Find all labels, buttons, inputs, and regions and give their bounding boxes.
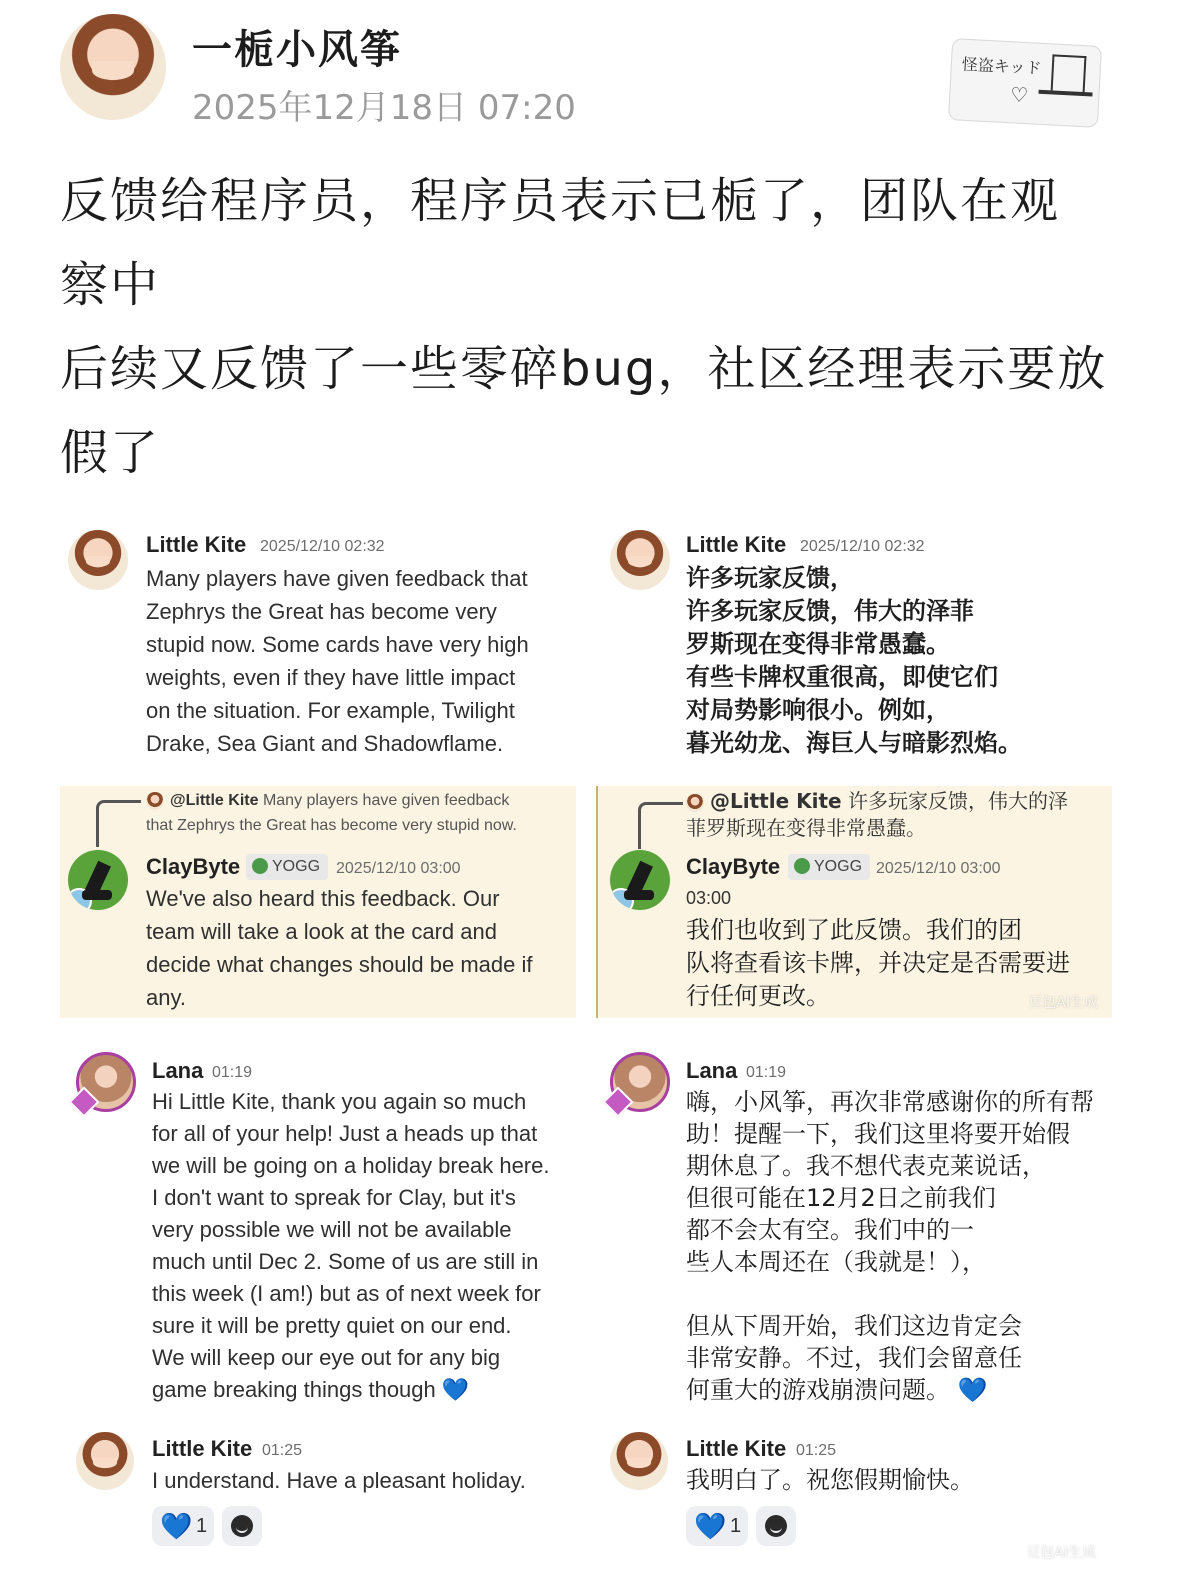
username[interactable]: Little Kite [146,532,247,557]
message-text [686,914,1070,1013]
username[interactable]: Little Kite [686,532,787,557]
message-line: 许多玩家反馈，伟大的泽菲 [686,597,974,625]
message-time: 2025/12/10 03:00 [876,860,1001,877]
blue-heart-emoji: 💙 [694,1511,727,1541]
message-line: on the situation. For example, Twilight [146,698,515,723]
avatar[interactable] [610,850,670,910]
kid-hat-icon [1051,54,1087,92]
blue-heart-emoji: 💙 [160,1511,193,1541]
reply-username: @Little Kite [170,792,259,809]
message-line: 罗斯现在变得非常愚蠢。 [686,630,950,658]
message-line: We will keep our eye out for any big [152,1345,501,1370]
add-reaction-icon[interactable] [756,1506,796,1546]
message-line: Hi Little Kite, thank you again so much [152,1089,527,1114]
username[interactable]: Lana [152,1058,204,1083]
reply-text: Many players have given feedback [258,792,510,809]
avatar[interactable] [610,1052,670,1112]
message-line: we will be going on a holiday break here. [152,1153,550,1178]
username[interactable]: Little Kite [686,1436,787,1461]
message-line [686,1278,1094,1310]
avatar[interactable] [76,1052,136,1112]
screenshot-1-right-reply [596,786,1112,1018]
message-line: Drake, Sea Giant and Shadowflame. [146,731,504,756]
message-text: I understand. Have a pleasant holiday. [152,1468,526,1493]
username[interactable]: Lana [686,1058,738,1083]
message-time-wrap: 03:00 [686,888,732,908]
avatar[interactable] [610,1432,668,1490]
author-name[interactable]: 一栀小风筝 [192,27,402,73]
message-text [146,562,529,760]
reply-reference-line2[interactable]: 菲罗斯现在变得非常愚蠢。 [686,816,926,840]
message-line: 但很可能在12月2日之前我们 [686,1184,996,1212]
message-line: 嗨，小风筝，再次非常感谢你的所有帮 [686,1088,1094,1116]
message-line: I don't want to spreak for Clay, but it's [152,1185,516,1210]
message-time: 2025/12/10 03:00 [336,860,461,877]
message-time: 01:25 [262,1442,303,1459]
screenshot-2-left [60,1040,576,1570]
message-line: Zephrys the Great has become very [146,599,497,624]
user-badge [948,38,1102,128]
reply-connector [638,802,683,849]
message-text: 我明白了。祝您假期愉快。 [686,1466,974,1494]
author-avatar[interactable] [60,14,166,120]
message-line: 但从下周开始，我们这边肯定会 [686,1312,1022,1340]
status-badge [68,1086,99,1117]
status-badge [68,888,92,910]
username[interactable]: ClayByte [146,854,241,879]
avatar [146,792,164,810]
screenshot-1-left-reply [60,786,576,1018]
message-line: this week (I am!) but as of next week for [152,1281,541,1306]
message-text [146,882,532,1014]
screenshot-2-right [596,1040,1110,1570]
post-text-line: 假了 [60,425,161,481]
reply-connector [96,800,141,847]
status-badge [610,888,634,910]
avatar [686,794,704,812]
reply-username: @Little Kite [710,789,842,813]
avatar[interactable] [610,530,670,590]
ai-watermark: 豆包AI生成 [1026,1545,1096,1561]
role-tag-label: YOGG [814,858,863,875]
message-line: very possible we will not be available [152,1217,512,1242]
reply-reference-line2[interactable]: that Zephrys the Great has become very stupid now. [146,817,517,834]
avatar[interactable] [76,1432,134,1490]
post-text-line: 反馈给程序员，程序员表示已栀了，团队在观 [60,173,1061,229]
reaction-count: 1 [196,1515,208,1537]
reaction-heart-button[interactable] [152,1506,214,1546]
message-text [686,1086,1094,1406]
message-line: Many players have given feedback that [146,566,528,591]
message-line: We've also heard this feedback. Our [146,886,500,911]
username[interactable]: Little Kite [152,1436,253,1461]
ai-watermark: 豆包AI生成 [1028,995,1098,1011]
message-line [152,1374,549,1406]
message-line: decide what changes should be made if [146,952,533,977]
avatar[interactable] [68,850,128,910]
skull-icon [252,858,268,874]
avatar[interactable] [68,530,128,590]
post-timestamp: 2025年12月18日 07:20 [192,88,576,128]
message-line: 期休息了。我不想代表克莱说话， [686,1152,1046,1180]
heart-icon: ♡ [1009,82,1029,108]
message-line: 些人本周还在（我就是！）， [686,1248,986,1276]
skull-icon [794,858,810,874]
reply-reference[interactable] [146,788,509,813]
blue-heart-emoji: 💙 [441,1377,470,1402]
username[interactable]: ClayByte [686,854,781,879]
add-reaction-icon[interactable] [222,1506,262,1546]
message-time: 01:19 [746,1064,787,1081]
message-text [686,562,1022,760]
role-tag-label: YOGG [272,858,321,875]
message-line [686,1374,1094,1406]
message-line: 都不会太有空。我们中的一 [686,1216,974,1244]
reply-reference[interactable] [686,788,1068,815]
message-line: 许多玩家反馈， [686,564,854,592]
message-line: 对局势影响很小。例如， [686,696,950,724]
message-line: any. [146,985,186,1010]
message-line: 有些卡牌权重很高，即使它们 [686,663,998,691]
message-line-text: game breaking things though [152,1377,436,1402]
message-line: 我们也收到了此反馈。我们的团 [686,916,1022,944]
message-line: sure it will be pretty quiet on our end. [152,1313,512,1338]
reaction-count: 1 [730,1515,742,1537]
post-text-line: 后续又反馈了一些零碎bug，社区经理表示要放 [60,341,1108,397]
message-line: 队将查看该卡牌，并决定是否需要进 [686,949,1070,977]
message-line: 暮光幼龙、海巨人与暗影烈焰。 [686,729,1022,757]
reaction-heart-button[interactable] [686,1506,748,1546]
message-time: 01:25 [796,1442,837,1459]
message-time: 01:19 [212,1064,253,1081]
role-tag [788,854,870,880]
message-line: 助！提醒一下，我们这里将要开始假 [686,1120,1070,1148]
message-line: for all of your help! Just a heads up that [152,1121,538,1146]
message-time: 2025/12/10 02:32 [260,538,385,555]
message-line: 行任何更改。 [686,982,830,1010]
message-line: much until Dec 2. Some of us are still in [152,1249,539,1274]
blue-heart-emoji: 💙 [957,1376,988,1404]
status-badge [602,1086,633,1117]
post-text-line: 察中 [60,257,161,313]
message-line: team will take a look at the card and [146,919,497,944]
message-line-text: 何重大的游戏崩溃问题。 [686,1376,950,1404]
message-text [152,1086,549,1406]
message-line: 非常安静。不过，我们会留意任 [686,1344,1022,1372]
message-time: 2025/12/10 02:32 [800,538,925,555]
role-tag [246,854,328,880]
badge-text: 怪盗キッド [961,54,1042,78]
reply-text: 许多玩家反馈，伟大的泽 [841,789,1068,813]
screenshot-1-right [596,520,1110,780]
message-line: weights, even if they have little impact [146,665,516,690]
message-line: stupid now. Some cards have very high [146,632,529,657]
